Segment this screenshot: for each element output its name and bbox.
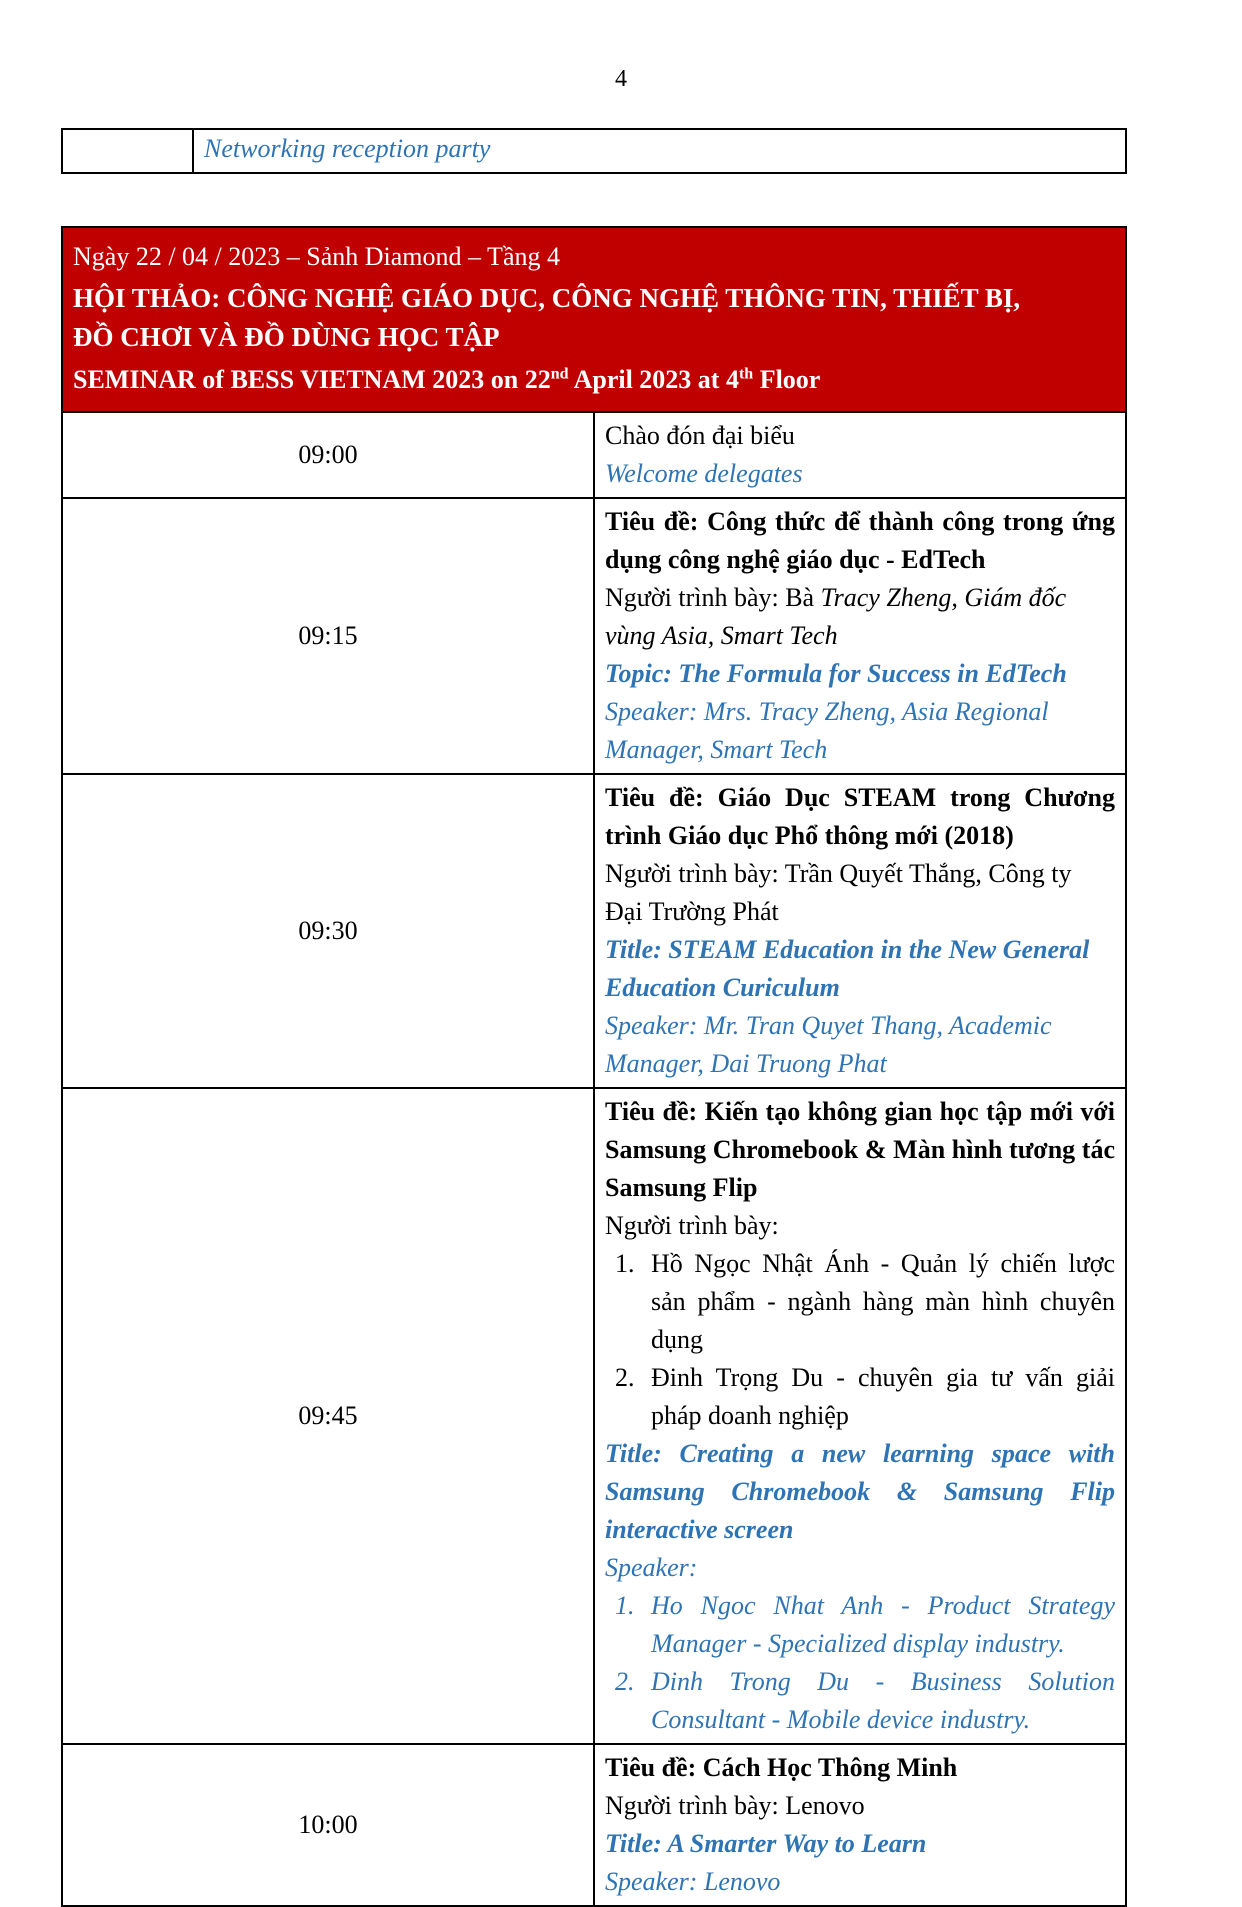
vi-speaker: Người trình bày: [605, 1211, 779, 1240]
schedule-table-top [61, 128, 1127, 174]
en-speaker-list [605, 1587, 1115, 1739]
activity-cell [594, 412, 1126, 498]
en-title: Topic: The Formula for Success in EdTech [605, 659, 1067, 688]
vi-speaker-prefix: Người trình bày: Bà [605, 583, 821, 612]
vi-title: Tiêu đề: Kiến tạo không gian học tập mới với Samsung Chromebook & Màn hình tương tác Samsung Flip [605, 1097, 1115, 1202]
vi-speaker: Người trình bày: Trần Quyết Thắng, Công ty Đại Trường Phát [605, 859, 1072, 926]
time-cell: 09:00 [62, 412, 594, 498]
table-row [62, 412, 1126, 498]
seminar-schedule-table [61, 226, 1127, 1907]
seminar-mid: April 2023 at 4 [568, 365, 739, 394]
vi-title: Tiêu đề: Giáo Dục STEAM trong Chương trình Giáo dục Phổ thông mới (2018) [605, 783, 1115, 850]
time-cell-empty [62, 129, 193, 173]
vi-title: Tiêu đề: Cách Học Thông Minh [605, 1753, 958, 1782]
table-row [62, 129, 1126, 173]
seminar-prefix: SEMINAR of BESS VIETNAM 2023 on 22 [73, 365, 551, 394]
list-item: 2. Đinh Trọng Du - chuyên gia tư vấn giải pháp doanh nghiệp [641, 1359, 1115, 1435]
seminar-sup-th: th [738, 365, 754, 383]
time-cell: 09:45 [62, 1088, 594, 1744]
table-row [62, 774, 1126, 1088]
activity-cell [594, 1744, 1126, 1906]
seminar-suffix: Floor [753, 365, 821, 394]
en-speaker: Speaker: Mr. Tran Quyet Thang, Academic Manager, Dai Truong Phat [605, 1011, 1052, 1078]
vi-speaker-name: Tracy Zheng, Giám đốc vùng Asia, Smart Tech [605, 583, 1067, 650]
vi-text: Chào đón đại biểu [605, 421, 795, 450]
list-item: 1. Ho Ngoc Nhat Anh - Product Strategy Manager - Specialized display industry. [641, 1587, 1115, 1663]
header-title-line2: ĐỒ CHƠI VÀ ĐỒ DÙNG HỌC TẬP [73, 322, 500, 352]
vi-speaker: Người trình bày: Lenovo [605, 1791, 865, 1820]
time-cell: 09:30 [62, 774, 594, 1088]
header-row [62, 227, 1126, 412]
time-cell: 09:15 [62, 498, 594, 774]
table-row [62, 498, 1126, 774]
activity-cell [193, 129, 1126, 173]
list-item: 1. Hồ Ngọc Nhật Ánh - Quản lý chiến lược sản phẩm - ngành hàng màn hình chuyên dụng [641, 1245, 1115, 1359]
vi-speaker [605, 579, 1115, 655]
seminar-sup-nd: nd [550, 365, 569, 383]
header-date: Ngày 22 / 04 / 2023 – Sảnh Diamond – Tầng 4 [73, 242, 560, 271]
header-seminar [73, 357, 1115, 403]
en-speaker: Speaker: [605, 1553, 698, 1582]
en-text: Welcome delegates [605, 459, 803, 488]
seminar-header [62, 227, 1126, 412]
time-cell: 10:00 [62, 1744, 594, 1906]
en-title: Title: Creating a new learning space with Samsung Chromebook & Samsung Flip interactive screen [605, 1439, 1115, 1544]
page-number: 4 [615, 66, 627, 92]
table-row [62, 1744, 1126, 1906]
en-title: Title: A Smarter Way to Learn [605, 1829, 927, 1858]
en-speaker: Speaker: Lenovo [605, 1867, 781, 1896]
table-row [62, 1088, 1126, 1744]
vi-title: Tiêu đề: Công thức để thành công trong ứng dụng công nghệ giáo dục - EdTech [605, 507, 1115, 574]
activity-cell [594, 1088, 1126, 1744]
header-title-line1: HỘI THẢO: CÔNG NGHỆ GIÁO DỤC, CÔNG NGHỆ THÔNG TIN, THIẾT BỊ, [73, 283, 1021, 313]
activity-cell [594, 774, 1126, 1088]
networking-reception-text: Networking reception party [204, 134, 491, 163]
list-item: 2. Dinh Trong Du - Business Solution Consultant - Mobile device industry. [641, 1663, 1115, 1739]
vi-speaker-list [605, 1245, 1115, 1435]
activity-cell [594, 498, 1126, 774]
en-speaker: Speaker: Mrs. Tracy Zheng, Asia Regional Manager, Smart Tech [605, 697, 1049, 764]
en-title: Title: STEAM Education in the New General Education Curiculum [605, 935, 1090, 1002]
